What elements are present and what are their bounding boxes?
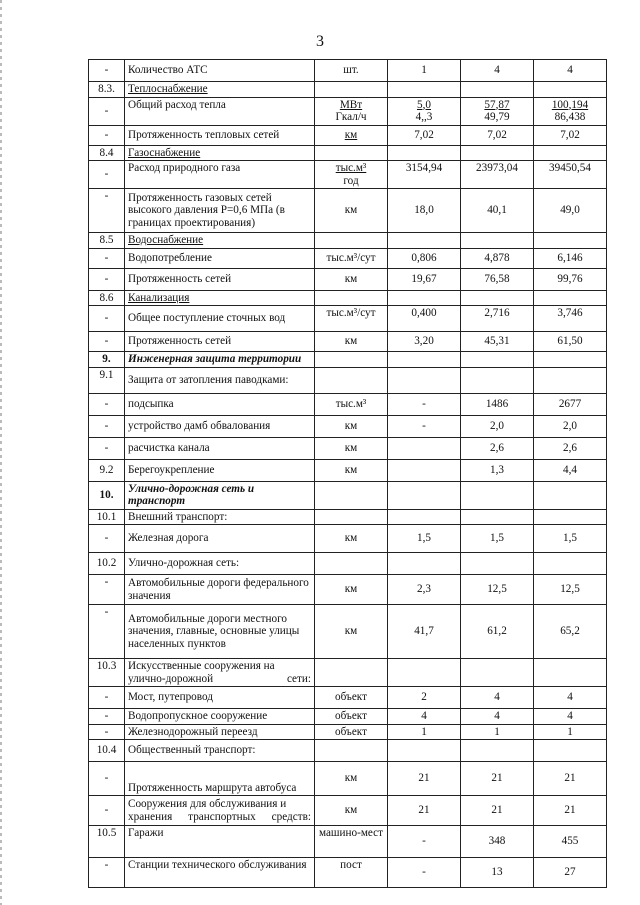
row-name: Общий расход тепла: [125, 97, 315, 125]
table-row: [89, 332, 607, 352]
row-unit: км: [315, 459, 388, 481]
row-value-2: 2,6: [461, 437, 534, 459]
row-name: Сооружения для обслуживания и хранения транспортных средств:: [125, 796, 315, 826]
row-value-3: 1,5: [534, 525, 607, 553]
row-value-3: 4: [534, 60, 607, 82]
value-bottom: 86,438: [554, 111, 586, 123]
row-value-1: [388, 740, 461, 762]
scan-edge: [0, 0, 2, 905]
row-unit: км: [315, 437, 388, 459]
row-unit: км: [315, 796, 388, 826]
row-number: -: [89, 858, 125, 888]
row-value-2: 1: [461, 724, 534, 740]
row-value-3: 4,4: [534, 459, 607, 481]
section-title: Улично-дорожная сеть и транспорт: [125, 481, 315, 509]
row-value-2: 13: [461, 858, 534, 888]
row-value-3: [534, 481, 607, 509]
row-unit: км: [315, 415, 388, 437]
row-value-1: [388, 290, 461, 306]
table-row: [89, 393, 607, 415]
table-row: [89, 605, 607, 659]
row-name: Берегоукрепление: [125, 459, 315, 481]
row-value-1: -: [388, 826, 461, 858]
row-unit: [315, 82, 388, 98]
row-value-2: 12,5: [461, 575, 534, 605]
row-name: Водопотребление: [125, 248, 315, 268]
row-value-3: 6,146: [534, 248, 607, 268]
row-value-3: 99,76: [534, 268, 607, 290]
row-number: -: [89, 161, 125, 189]
row-value-3: [534, 97, 607, 125]
row-value-1: -: [388, 393, 461, 415]
row-value-2: 1,5: [461, 525, 534, 553]
row-value-2: 21: [461, 796, 534, 826]
row-number: -: [89, 268, 125, 290]
row-value-3: 65,2: [534, 605, 607, 659]
row-value-3: 49,0: [534, 189, 607, 233]
row-unit: км: [315, 268, 388, 290]
table-row: [89, 796, 607, 826]
row-value-3: [534, 509, 607, 525]
row-name: Автомобильные дороги местного значения, главные, основные улицы населенных пунктов: [125, 605, 315, 659]
row-number: -: [89, 189, 125, 233]
table-row: [89, 575, 607, 605]
row-value-1: [388, 509, 461, 525]
row-unit: [315, 145, 388, 161]
row-unit: км: [315, 189, 388, 233]
section-row: [89, 553, 607, 575]
section-title: Инженерная защита территории: [125, 352, 315, 368]
row-unit: [315, 97, 388, 125]
row-value-1: 18,0: [388, 189, 461, 233]
row-value-1: 2,3: [388, 575, 461, 605]
row-value-1: 3154,94: [388, 161, 461, 189]
row-number: -: [89, 605, 125, 659]
row-value-2: 76,58: [461, 268, 534, 290]
section-row: [89, 145, 607, 161]
table-row: [89, 125, 607, 145]
row-unit: шт.: [315, 60, 388, 82]
row-name: Протяженность газовых сетей высокого давления Р=0,6 МПа (в границах проектирования): [125, 189, 315, 233]
table-row: [89, 437, 607, 459]
table-row: [89, 709, 607, 725]
row-value-1: 41,7: [388, 605, 461, 659]
table-row: [89, 724, 607, 740]
row-value-3: [534, 145, 607, 161]
row-value-2: 1486: [461, 393, 534, 415]
section-title: Водоснабжение: [125, 233, 315, 249]
row-number: -: [89, 575, 125, 605]
row-number: 9.: [89, 352, 125, 368]
row-value-1: -: [388, 415, 461, 437]
section-title: Канализация: [125, 290, 315, 306]
row-number: 8.4: [89, 145, 125, 161]
row-value-3: 455: [534, 826, 607, 858]
row-number: -: [89, 248, 125, 268]
section-row: [89, 659, 607, 687]
table-row: [89, 525, 607, 553]
row-number: -: [89, 762, 125, 796]
row-value-1: 19,67: [388, 268, 461, 290]
section-title: Газоснабжение: [125, 145, 315, 161]
row-value-2: 4: [461, 687, 534, 709]
row-name: Железнодорожный переезд: [125, 724, 315, 740]
row-value-3: 21: [534, 796, 607, 826]
table-row: [89, 367, 607, 393]
page-number: 3: [316, 33, 324, 50]
row-value-3: 12,5: [534, 575, 607, 605]
row-number: 10.2: [89, 553, 125, 575]
row-unit: км: [315, 762, 388, 796]
row-unit: [315, 233, 388, 249]
row-value-1: 0,806: [388, 248, 461, 268]
row-value-3: [534, 367, 607, 393]
unit-top: МВт: [339, 98, 363, 111]
row-name: Водопропускное сооружение: [125, 709, 315, 725]
row-value-2: [461, 740, 534, 762]
row-value-2: 4: [461, 709, 534, 725]
row-unit: [315, 290, 388, 306]
row-value-2: [461, 352, 534, 368]
row-value-1: 3,20: [388, 332, 461, 352]
row-unit: [315, 367, 388, 393]
table-row: [89, 97, 607, 125]
row-number: -: [89, 306, 125, 332]
row-value-2: 4: [461, 60, 534, 82]
row-value-1: [388, 437, 461, 459]
row-name: подсыпка: [125, 393, 315, 415]
row-value-2: 61,2: [461, 605, 534, 659]
table-row: [89, 60, 607, 82]
table-row: [89, 826, 607, 858]
row-value-1: 7,02: [388, 125, 461, 145]
section-title: Искусственные сооружения на улично-дорожной сети:: [125, 659, 315, 687]
row-name: Протяженность тепловых сетей: [125, 125, 315, 145]
row-value-2: [461, 659, 534, 687]
row-value-3: [534, 659, 607, 687]
section-row: [89, 509, 607, 525]
unit-top: тыс.м³: [335, 162, 367, 174]
row-value-3: 1: [534, 724, 607, 740]
row-unit: [315, 161, 388, 189]
row-number: -: [89, 332, 125, 352]
table-row: [89, 762, 607, 796]
table-row: [89, 248, 607, 268]
row-value-2: [461, 290, 534, 306]
row-value-2: 2,0: [461, 415, 534, 437]
row-unit: пост: [315, 858, 388, 888]
indicators-table: [88, 59, 607, 888]
row-value-1: [388, 97, 461, 125]
row-value-3: 2,6: [534, 437, 607, 459]
row-number: -: [89, 97, 125, 125]
row-value-3: [534, 233, 607, 249]
section-title: Общественный транспорт:: [125, 740, 315, 762]
row-number: 10.: [89, 481, 125, 509]
row-value-3: 2,0: [534, 415, 607, 437]
row-value-1: [388, 367, 461, 393]
row-value-1: 1: [388, 60, 461, 82]
row-unit: км: [315, 525, 388, 553]
row-unit: [315, 352, 388, 368]
table-row: [89, 161, 607, 189]
row-value-1: [388, 145, 461, 161]
row-value-1: 2: [388, 687, 461, 709]
row-value-1: [388, 352, 461, 368]
row-value-2: [461, 481, 534, 509]
row-name: Расход природного газа: [125, 161, 315, 189]
row-number: 8.6: [89, 290, 125, 306]
row-value-3: [534, 553, 607, 575]
row-number: 10.3: [89, 659, 125, 687]
row-value-3: 4: [534, 687, 607, 709]
row-name: Протяженность сетей: [125, 332, 315, 352]
row-value-1: 21: [388, 796, 461, 826]
row-unit: [315, 740, 388, 762]
row-value-2: 348: [461, 826, 534, 858]
row-value-3: [534, 352, 607, 368]
table-row: [89, 687, 607, 709]
row-value-2: 40,1: [461, 189, 534, 233]
value-top: 5,0: [417, 98, 431, 111]
row-value-2: [461, 367, 534, 393]
row-unit: [315, 481, 388, 509]
row-unit: км: [315, 125, 388, 145]
row-value-2: 7,02: [461, 125, 534, 145]
row-value-3: [534, 290, 607, 306]
row-name: Протяженность сетей: [125, 268, 315, 290]
unit-bottom: Гкал/ч: [335, 111, 367, 123]
section-row: [89, 82, 607, 98]
value-bottom: 49,79: [484, 111, 510, 123]
row-value-1: 0,400: [388, 306, 461, 332]
table-row: [89, 189, 607, 233]
row-unit: [315, 509, 388, 525]
row-number: 10.1: [89, 509, 125, 525]
row-value-3: 7,02: [534, 125, 607, 145]
section-title: Теплоснабжение: [125, 82, 315, 98]
row-value-1: [388, 553, 461, 575]
section-row: [89, 233, 607, 249]
row-value-1: [388, 659, 461, 687]
section-row: [89, 352, 607, 368]
row-number: -: [89, 393, 125, 415]
row-unit: тыс.м³/сут: [315, 248, 388, 268]
row-name: Гаражи: [125, 826, 315, 858]
table-row: [89, 459, 607, 481]
row-value-1: [388, 233, 461, 249]
row-value-1: [388, 82, 461, 98]
row-unit: [315, 659, 388, 687]
row-value-3: 3,746: [534, 306, 607, 332]
row-value-3: [534, 82, 607, 98]
section-title: Улично-дорожная сеть:: [125, 553, 315, 575]
row-number: -: [89, 687, 125, 709]
row-value-3: 39450,54: [534, 161, 607, 189]
row-number: -: [89, 724, 125, 740]
row-unit: тыс.м³/сут: [315, 306, 388, 332]
row-number: -: [89, 437, 125, 459]
row-number: 10.5: [89, 826, 125, 858]
row-value-3: 27: [534, 858, 607, 888]
row-value-2: [461, 82, 534, 98]
row-value-2: [461, 509, 534, 525]
row-value-2: 4,878: [461, 248, 534, 268]
row-value-3: [534, 740, 607, 762]
row-unit: км: [315, 575, 388, 605]
row-name: расчистка канала: [125, 437, 315, 459]
row-value-2: 1,3: [461, 459, 534, 481]
section-row: [89, 481, 607, 509]
row-number: 8.3.: [89, 82, 125, 98]
table-row: [89, 415, 607, 437]
row-number: 9.2: [89, 459, 125, 481]
section-row: [89, 740, 607, 762]
row-name: Железная дорога: [125, 525, 315, 553]
row-value-1: [388, 459, 461, 481]
row-name: устройство дамб обвалования: [125, 415, 315, 437]
row-value-1: 1: [388, 724, 461, 740]
row-value-1: 4: [388, 709, 461, 725]
value-bottom: 4,,3: [415, 111, 433, 123]
row-value-2: [461, 145, 534, 161]
row-value-3: 4: [534, 709, 607, 725]
unit-bottom: год: [343, 174, 359, 187]
row-number: -: [89, 125, 125, 145]
row-name: Станции технического обслуживания: [125, 858, 315, 888]
row-unit: тыс.м³: [315, 393, 388, 415]
row-value-2: 2,716: [461, 306, 534, 332]
row-value-3: 21: [534, 762, 607, 796]
row-unit: км: [315, 605, 388, 659]
row-unit: объект: [315, 709, 388, 725]
row-value-2: [461, 97, 534, 125]
row-value-2: 23973,04: [461, 161, 534, 189]
row-value-3: 2677: [534, 393, 607, 415]
section-title: Внешний транспорт:: [125, 509, 315, 525]
row-unit: машино-мест: [315, 826, 388, 858]
row-name: Количество АТС: [125, 60, 315, 82]
row-number: -: [89, 525, 125, 553]
row-value-1: 21: [388, 762, 461, 796]
row-unit: [315, 553, 388, 575]
row-number: 10.4: [89, 740, 125, 762]
table-row: [89, 268, 607, 290]
row-number: -: [89, 796, 125, 826]
row-name: Протяженность маршрута автобуса: [125, 762, 315, 796]
row-unit: км: [315, 332, 388, 352]
row-number: 8.5: [89, 233, 125, 249]
value-top: 57,87: [484, 98, 510, 111]
row-name: Автомобильные дороги федерального значения: [125, 575, 315, 605]
row-number: -: [89, 415, 125, 437]
row-value-3: 61,50: [534, 332, 607, 352]
section-row: [89, 290, 607, 306]
table-row: [89, 858, 607, 888]
row-number: -: [89, 709, 125, 725]
value-top: 100,194: [551, 98, 589, 111]
row-name: Мост, путепровод: [125, 687, 315, 709]
row-name: Защита от затопления паводками:: [125, 367, 315, 393]
row-value-1: [388, 481, 461, 509]
row-value-2: [461, 233, 534, 249]
row-value-2: 45,31: [461, 332, 534, 352]
row-value-2: [461, 553, 534, 575]
row-unit: объект: [315, 687, 388, 709]
row-number: -: [89, 60, 125, 82]
row-number: 9.1: [89, 367, 125, 393]
row-value-2: 21: [461, 762, 534, 796]
row-value-1: -: [388, 858, 461, 888]
row-unit: объект: [315, 724, 388, 740]
row-value-1: 1,5: [388, 525, 461, 553]
row-name: Общее поступление сточных вод: [125, 306, 315, 332]
table-row: [89, 306, 607, 332]
